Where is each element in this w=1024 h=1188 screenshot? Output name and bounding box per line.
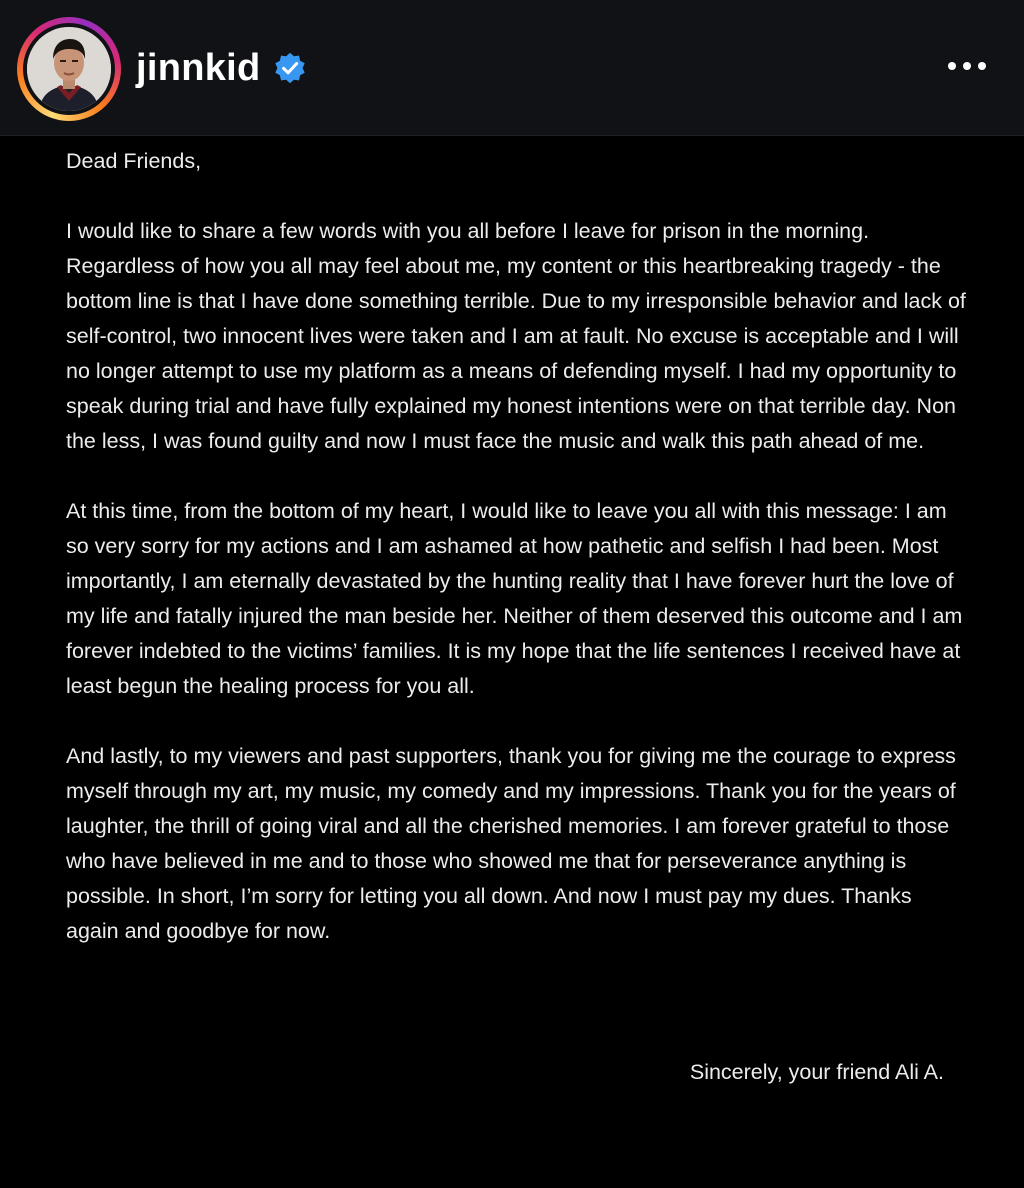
more-dot-icon [963,62,971,70]
letter-paragraph-2: At this time, from the bottom of my heart, I would like to leave you all with this message: I am so very sorry for my actions and I am ashamed at how pathetic and selfish I had been. Most importantly, I am eternally devastated by the hunting reality that I have forever hurt the love of my life and fatally injured the man beside her. Neither of them deserved this outcome and I am forever indebted to the victims’ families. It is my hope that the life sentences I received have at least begun the healing process for you all. [66,499,963,698]
letter-signoff: Sincerely, your friend Ali A. [689,1060,944,1084]
letter-salutation: Dead Friends, [66,149,202,173]
more-options-button[interactable] [938,48,996,84]
username[interactable]: jinnkid [136,46,261,89]
story-ring[interactable] [17,17,121,121]
more-dot-icon [948,62,956,70]
avatar-photo-icon [27,27,111,111]
letter-paragraph-1: I would like to share a few words with you all before I leave for prison in the morning. Regardless of how you all may feel about me, my content or this heartbreaking tragedy - the bottom line is that I have done something terrible. Due to my irresponsible behavior and lack of self-control, two innocent lives were taken and I am at fault. No excuse is acceptable and I will no longer attempt to use my platform as a means of defending myself. I had my opportunity to speak during trial and have fully explained my honest intentions were on that terrible day. Non the less, I was found guilty and now I must face the music and walk this path ahead of me. [66,219,966,453]
verified-badge-icon [273,51,307,85]
post-header [0,0,1024,136]
username-row [136,40,307,96]
letter-body [66,144,966,984]
avatar[interactable] [27,27,111,111]
letter-paragraph-3: And lastly, to my viewers and past supporters, thank you for giving me the courage to express myself through my art, my music, my comedy and my impressions. Thank you for the years of laughter, the thrill of going viral and all the cherished memories. I am forever grateful to those who have believed in me and to those who showed me that for perseverance anything is possible. In short, I’m sorry for letting you all down. And now I must pay my dues. Thanks again and goodbye for now. [66,744,956,943]
more-dot-icon [978,62,986,70]
